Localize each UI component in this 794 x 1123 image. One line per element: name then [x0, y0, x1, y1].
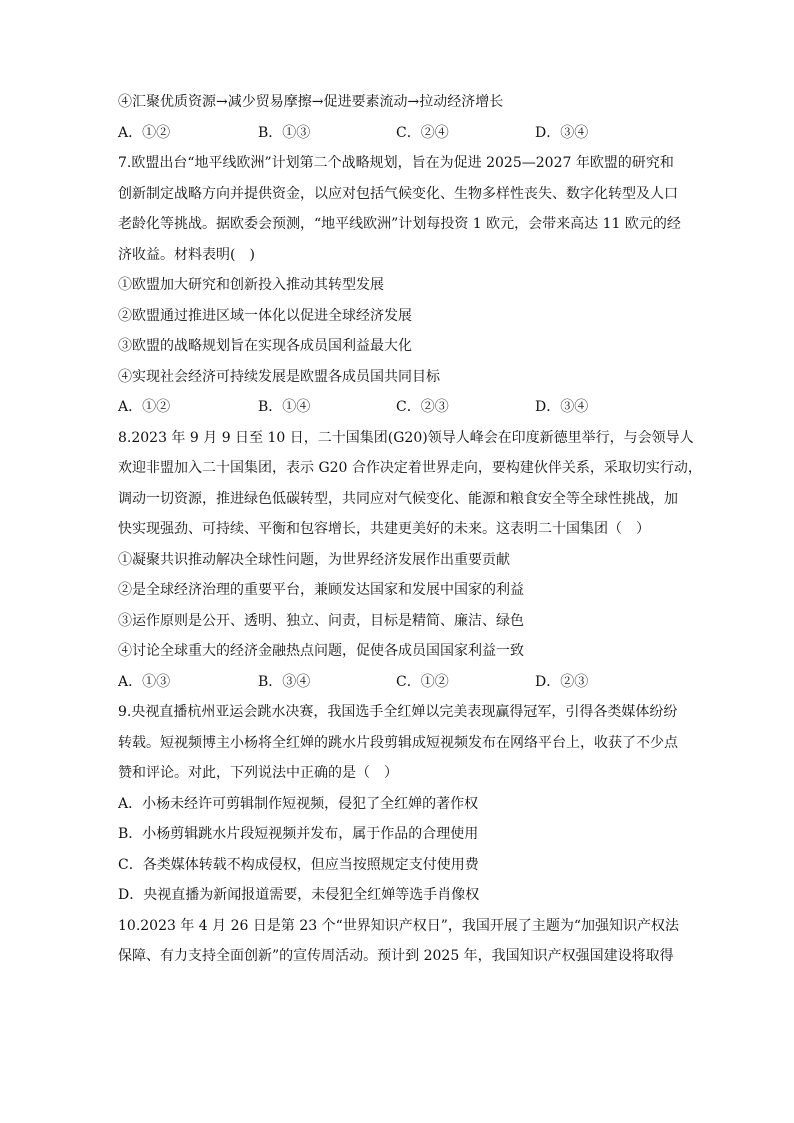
q9-choice-a: A．小杨未经许可剪辑制作短视频，侵犯了全红婵的著作权 — [118, 795, 479, 812]
q7-option-b: B．①④ — [258, 399, 311, 415]
q7-stem-line: 济收益。材料表明( ) — [118, 246, 255, 263]
q6-option-d: D．③④ — [535, 124, 589, 141]
q8-statement-3: ③运作原则是公开、透明、独立、问责，目标是精简、廉洁、绿色 — [118, 612, 524, 629]
q8-statement-2: ②是全球经济治理的重要平台，兼顾发达国家和发展中国家的利益 — [118, 582, 524, 598]
q8-option-c: C．①② — [396, 673, 449, 690]
q8-stem — [118, 428, 702, 540]
q8-statement-1: ①凝聚共识推动解决全球性问题，为世界经济发展作出重要贡献 — [118, 551, 510, 568]
q7-statement-3: ③欧盟的战略规划旨在实现各成员国利益最大化 — [118, 338, 412, 354]
exam-page — [118, 92, 702, 966]
q7-options — [118, 397, 678, 417]
q7-stem — [118, 153, 681, 265]
q8-option-a: A．①③ — [118, 673, 171, 690]
q6-option-b: B．①③ — [258, 124, 311, 141]
q7-stem-line: 老龄化等挑战。据欧委会预测，“地平线欧洲”计划每投资 1 欧元，会带来高达 11 欧元的经 — [118, 216, 681, 232]
q6-option-a: A．①② — [118, 124, 171, 141]
q7-option-c: C．②③ — [396, 399, 449, 415]
q8-option-b: B．③④ — [258, 673, 311, 690]
q8-statement-4: ④讨论全球重大的经济金融热点问题，促使各成员国国家利益一致 — [118, 643, 524, 659]
q9-stem-line: 赞和评论。对此，下列说法中正确的是（ ） — [118, 765, 398, 781]
q9-stem — [118, 702, 678, 783]
q10-stem-line: 保障、有力支持全面创新”的宣传周活动。预计到 2025 年，我国知识产权强国建设将取得 — [118, 948, 674, 964]
q9-stem-line: 转载。短视频博主小杨将全红婵的跳水片段剪辑成短视频发布在网络平台上，收获了不少点 — [118, 734, 678, 751]
q8-stem-line: 欢迎非盟加入二十国集团，表示 G20 合作决定着世界走向，要构建伙伴关系，采取切实行动， — [118, 460, 702, 476]
q7-statement-4: ④实现社会经济可持续发展是欧盟各成员国共同目标 — [118, 368, 440, 385]
q8-stem-line: 8.2023 年 9 月 9 日至 10 日，二十国集团(G20)领导人峰会在印度新德里举行，与会领导人 — [118, 429, 694, 446]
q9-stem-line: 9.央视直播杭州亚运会跳水决赛，我国选手全红婵以完美表现赢得冠军，引得各类媒体纷纷 — [118, 704, 678, 720]
q6-options — [118, 123, 678, 143]
q9-choice-c: C．各类媒体转载不构成侵权，但应当按照规定支付使用费 — [118, 856, 479, 873]
q7-stem-line: 创新制定战略方向并提供资金，以应对包括气候变化、生物多样性丧失、数字化转型及人口 — [118, 185, 678, 202]
q9-choice-b: B．小杨剪辑跳水片段短视频并发布，属于作品的合理使用 — [118, 826, 479, 842]
q10-stem-line: 10.2023 年 4 月 26 日是第 23 个“世界知识产权日”，我国开展了主题为“加强知识产权法 — [118, 917, 680, 934]
q7-statement-2: ②欧盟通过推进区域一体化以促进全球经济发展 — [118, 307, 412, 324]
q8-stem-line: 调动一切资源，推进绿色低碳转型，共同应对气候变化、能源和粮食安全等全球性挑战，加 — [118, 490, 678, 507]
q9-choice-d: D．央视直播为新闻报道需要，未侵犯全红婵等选手肖像权 — [118, 887, 480, 903]
q7-statement-1: ①欧盟加大研究和创新投入推动其转型发展 — [118, 277, 384, 293]
q7-stem-line: 7.欧盟出台“地平线欧洲”计划第二个战略规划，旨在为促进 2025—2027 年欧盟的研究和 — [118, 155, 674, 171]
q8-options — [118, 672, 678, 692]
q8-option-d: D．②③ — [535, 673, 589, 690]
q6-statement-4: ④汇聚优质资源→减少贸易摩擦→促进要素流动→拉动经济增长 — [118, 94, 504, 110]
q8-stem-line: 快实现强劲、可持续、平衡和包容增长，共建更美好的未来。这表明二十国集团（ ） — [118, 521, 650, 537]
q6-option-c: C．②④ — [396, 124, 449, 141]
q7-option-d: D．③④ — [535, 399, 589, 415]
q10-stem — [118, 916, 678, 967]
q7-option-a: A．①② — [118, 399, 171, 415]
